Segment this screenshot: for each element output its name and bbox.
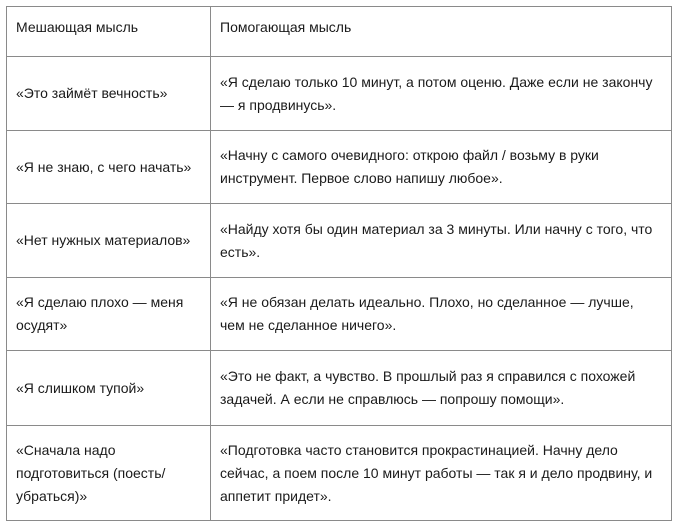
helping-thought-cell: «Найду хотя бы один материал за 3 минуты. Или начну с того, что есть». [211, 204, 672, 278]
table-row [7, 57, 672, 131]
thoughts-table [6, 6, 672, 521]
hindering-thought-cell: «Нет нужных материалов» [7, 204, 211, 278]
helping-thought-cell: «Начну с самого очевидного: открою файл / возьму в руки инструмент. Первое слово напишу любое». [211, 131, 672, 204]
table-row [7, 131, 672, 204]
hindering-thought-cell: «Я не знаю, с чего начать» [7, 131, 211, 204]
header-helping-thought: Помогающая мысль [211, 7, 672, 57]
hindering-thought-cell: «Я слишком тупой» [7, 351, 211, 426]
table-row [7, 351, 672, 426]
table-row [7, 426, 672, 521]
table-row [7, 278, 672, 351]
table-header-row [7, 7, 672, 57]
header-hindering-thought: Мешающая мысль [7, 7, 211, 57]
hindering-thought-cell: «Я сделаю плохо — меня осудят» [7, 278, 211, 351]
helping-thought-cell: «Я сделаю только 10 минут, а потом оценю. Даже если не закончу — я продвинусь». [211, 57, 672, 131]
table-row [7, 204, 672, 278]
hindering-thought-cell: «Сначала надо подготовиться (поесть/убраться)» [7, 426, 211, 521]
helping-thought-cell: «Подготовка часто становится прокрастинацией. Начну дело сейчас, а поем после 10 минут работы — так я и дело продвину, и аппетит придет». [211, 426, 672, 521]
hindering-thought-cell: «Это займёт вечность» [7, 57, 211, 131]
helping-thought-cell: «Это не факт, а чувство. В прошлый раз я справился с похожей задачей. А если не справлюсь — попрошу помощи». [211, 351, 672, 426]
helping-thought-cell: «Я не обязан делать идеально. Плохо, но сделанное — лучше, чем не сделанное ничего». [211, 278, 672, 351]
